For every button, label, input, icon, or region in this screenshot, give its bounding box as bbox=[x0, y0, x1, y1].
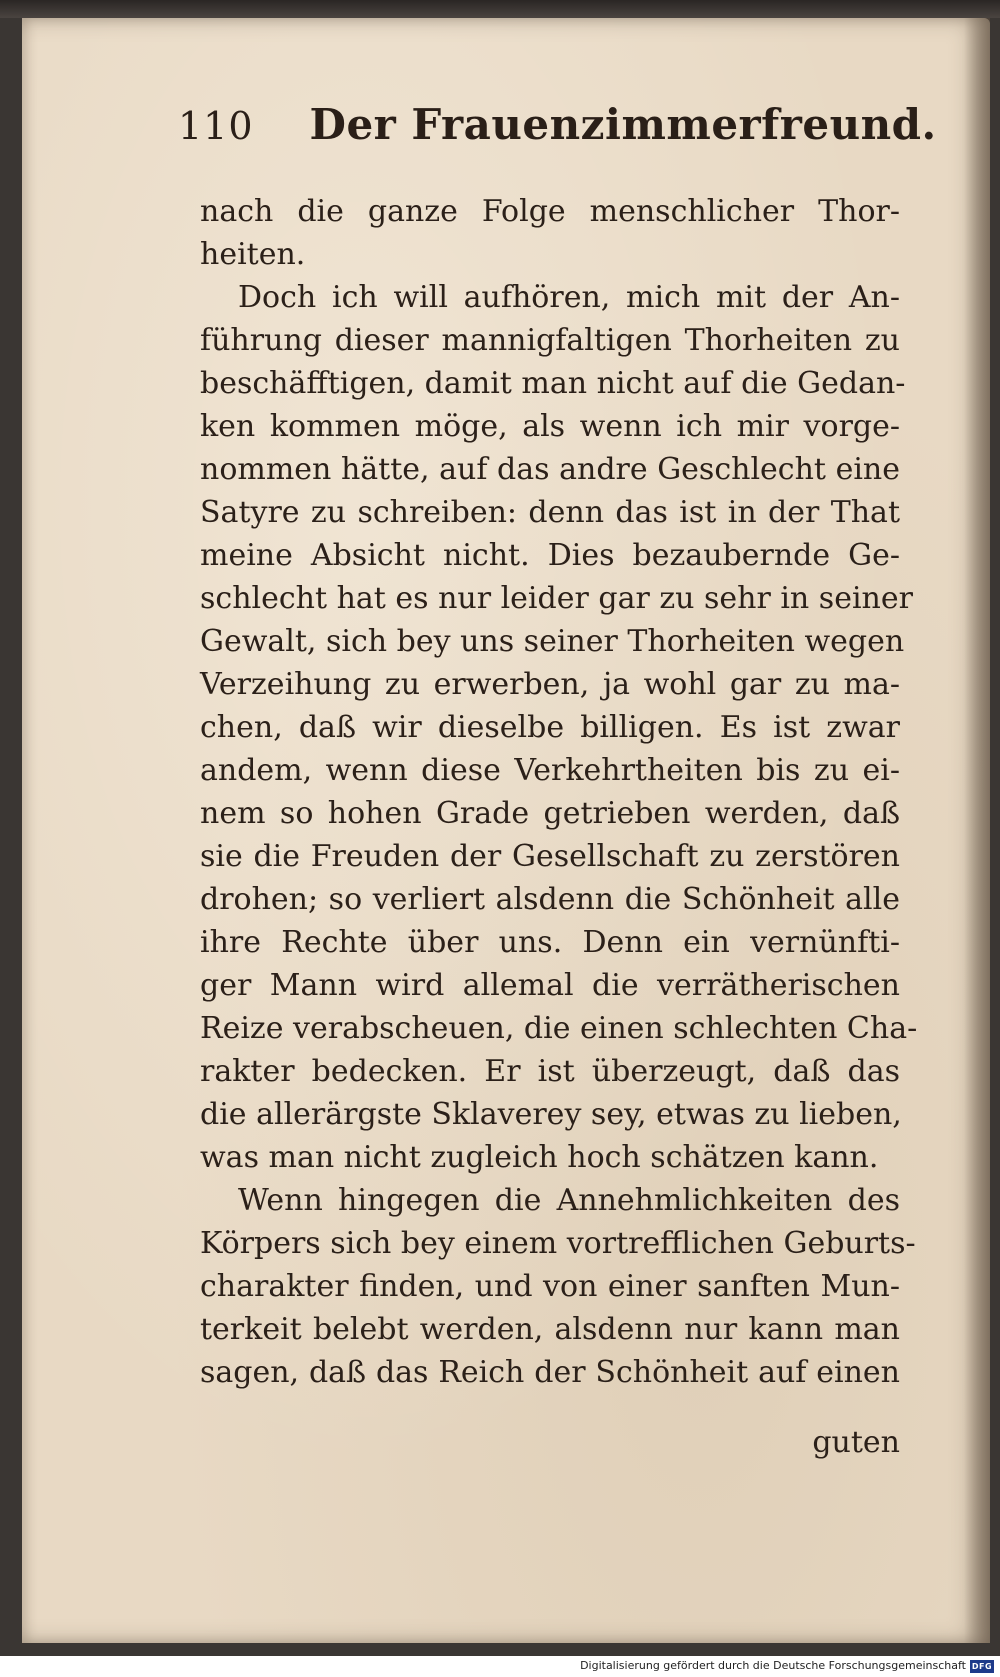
text-line: rakter bedecken. Er ist überzeugt, daß das bbox=[200, 1054, 900, 1089]
text-line: nommen hätte, auf das andre Geschlecht eine bbox=[200, 452, 900, 487]
text-line: drohen; so verliert alsdenn die Schönheit alle bbox=[200, 882, 900, 917]
text-line: Wenn hingegen die Annehmlichkeiten des bbox=[238, 1183, 900, 1218]
book-binding bbox=[0, 0, 1000, 18]
text-line: führung dieser mannigfaltigen Thorheiten zu bbox=[200, 323, 900, 358]
text-line: meine Absicht nicht. Dies bezaubernde Ge- bbox=[200, 538, 900, 573]
text-line: ger Mann wird allemal die verrätherischen bbox=[200, 968, 900, 1003]
digitization-footer bbox=[0, 1656, 1000, 1677]
text-line: sagen, daß das Reich der Schönheit auf einen bbox=[200, 1355, 900, 1390]
text-line: chen, daß wir dieselbe billigen. Es ist zwar bbox=[200, 710, 900, 745]
catchword: guten bbox=[812, 1425, 900, 1460]
text-line: nem so hohen Grade getrieben werden, daß bbox=[200, 796, 900, 831]
text-line: Reize verabscheuen, die einen schlechten Cha- bbox=[200, 1011, 918, 1046]
funding-credit: Digitalisierung gefördert durch die Deutsche Forschungsgemeinschaft bbox=[580, 1659, 966, 1672]
text-line: beschäfftigen, damit man nicht auf die Gedan- bbox=[200, 366, 906, 401]
text-line: andem, wenn diese Verkehrtheiten bis zu ei- bbox=[200, 753, 900, 788]
text-line: heiten. bbox=[200, 237, 306, 272]
text-line: Satyre zu schreiben: denn das ist in der That bbox=[200, 495, 900, 530]
text-line: nach die ganze Folge menschlicher Thor- bbox=[200, 194, 900, 229]
body-text bbox=[200, 190, 918, 1394]
page-number: 110 bbox=[178, 104, 254, 148]
text-line: Körpers sich bey einem vortrefflichen Geburts- bbox=[200, 1226, 916, 1261]
text-line: die allerärgste Sklaverey sey, etwas zu lieben, bbox=[200, 1097, 902, 1132]
dfg-logo-icon: DFG bbox=[971, 1662, 993, 1671]
text-line: Gewalt, sich bey uns seiner Thorheiten wegen bbox=[200, 624, 905, 659]
text-line: ihre Rechte über uns. Denn ein vernünfti- bbox=[200, 925, 900, 960]
text-line: terkeit belebt werden, alsdenn nur kann man bbox=[200, 1312, 900, 1347]
text-line: Doch ich will aufhören, mich mit der An- bbox=[238, 280, 900, 315]
text-line: was man nicht zugleich hoch schätzen kann. bbox=[200, 1140, 879, 1175]
text-line: ken kommen möge, als wenn ich mir vorge- bbox=[200, 409, 900, 444]
text-line: Verzeihung zu erwerben, ja wohl gar zu ma- bbox=[200, 667, 900, 702]
text-line: sie die Freuden der Gesellschaft zu zerstören bbox=[200, 839, 900, 874]
text-line: charakter finden, und von einer sanften Mun- bbox=[200, 1269, 900, 1304]
page-edge-shadow bbox=[964, 18, 990, 1643]
running-head bbox=[178, 100, 938, 170]
running-title: Der Frauenzimmerfreund. bbox=[309, 100, 937, 149]
text-line: schlecht hat es nur leider gar zu sehr in seiner bbox=[200, 581, 913, 616]
